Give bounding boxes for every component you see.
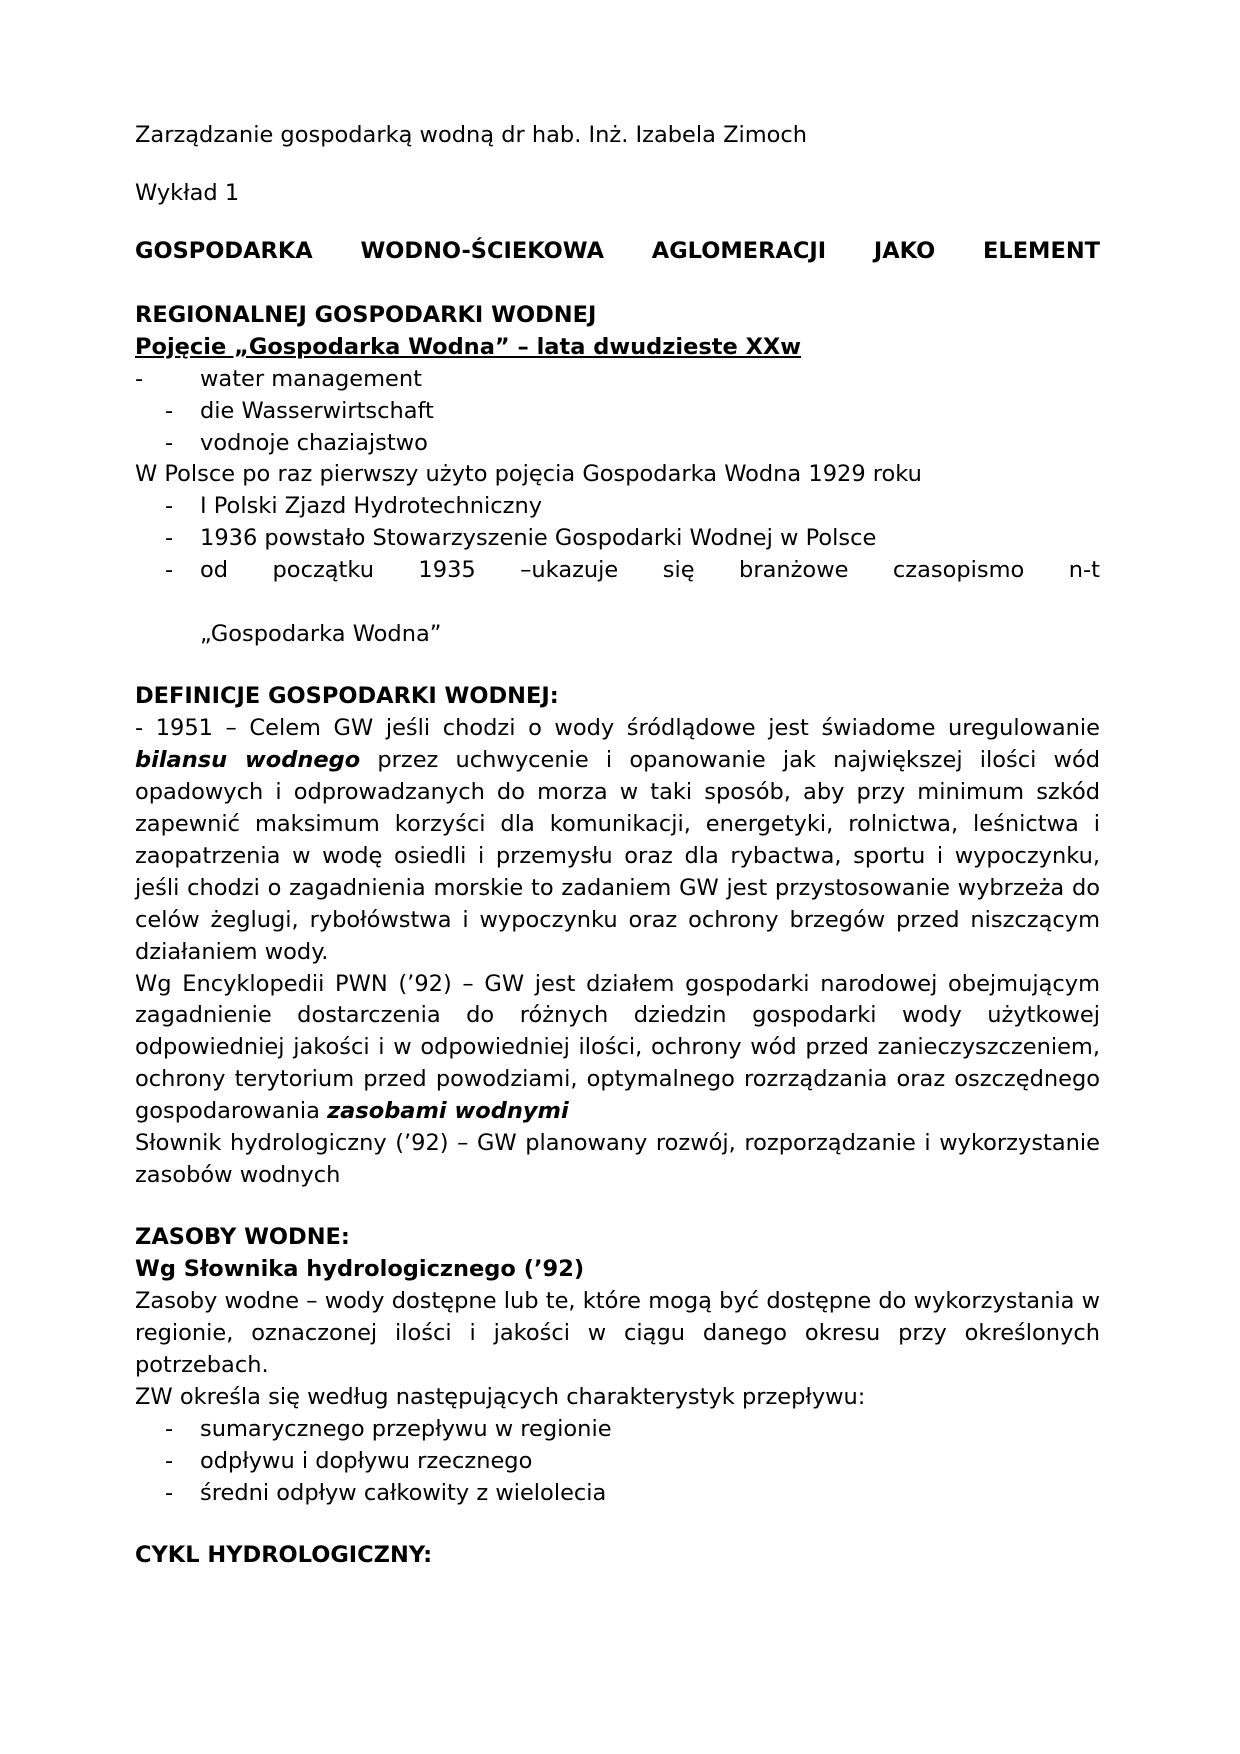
course-title: Zarządzanie gospodarką wodną dr hab. Inż. Izabela Zimoch: [135, 122, 808, 148]
list-item: [135, 1446, 1100, 1478]
zw-intro: ZW określa się według następujących charakterystyk przepływu:: [135, 1383, 866, 1410]
list-item: [135, 523, 1100, 555]
lecture-label: Wykład 1: [135, 179, 240, 206]
definition-slownik: Słownik hydrologiczny (’92) – GW planowany rozwój, rozporządzanie i wykorzystanie zasobów wodnych: [135, 1130, 1100, 1189]
dash-bullet: -: [165, 1447, 174, 1474]
list-item: [135, 491, 1100, 523]
dash-bullet: -: [165, 397, 174, 424]
resources-subheading: Wg Słownika hydrologicznego (’92): [135, 1256, 585, 1282]
list-item-continuation: „Gospodarka Wodna”: [200, 621, 442, 648]
definition-pwn-part-1: Wg Encyklopedii PWN (’92) – GW jest działem gospodarki narodowej obejmującym zagadnienie dostarczenia do różnych dziedzin gospodarki wody użytkowej odpowiedniej jakości i w odpowiedniej ilości, ochrony wód przed zanieczyszczeniem, ochrony terytorium przed powodziami, optymalnego rozrządzania oraz oszczędnego gospodarowania: [135, 970, 1100, 1125]
list-item: [135, 555, 1100, 619]
dash-bullet: -: [165, 1479, 174, 1506]
main-heading-line-1: GOSPODARKA WODNO-ŚCIEKOWA AGLOMERACJI JAKO ELEMENT: [135, 237, 1100, 264]
definition-1951-emphasis: bilansu wodnego: [135, 746, 361, 773]
list-item-label: średni odpływ całkowity z wielolecia: [200, 1479, 607, 1506]
list-item-label: vodnoje chaziajstwo: [200, 429, 428, 456]
dash-bullet: -: [135, 365, 144, 392]
spacer: [135, 1192, 1100, 1222]
resources-text: Zasoby wodne – wody dostępne lub te, które mogą być dostępne do wykorzystania w regionie, oznaczonej ilości i jakości w ciągu danego okresu przy określonych potrzebach.: [135, 1287, 1100, 1378]
dash-bullet: -: [165, 493, 174, 520]
list-item: [135, 428, 1100, 460]
main-heading-line-2: REGIONALNEJ GOSPODARKI WODNEJ: [135, 301, 597, 328]
list-item: [135, 364, 1100, 396]
list-item: [135, 396, 1100, 428]
definitions-heading: DEFINICJE GOSPODARKI WODNEJ:: [135, 683, 559, 710]
resources-heading: ZASOBY WODNE:: [135, 1224, 350, 1251]
list-item: [135, 1414, 1100, 1446]
subheading: Pojęcie „Gospodarka Wodna” – lata dwudzieste XXw: [135, 333, 802, 360]
definition-1951-part-2: przez uchwycenie i opanowanie jak największej ilości wód opadowych i odprowadzanych do morza w taki sposób, aby przy minimum szkód zapewnić maksimum korzyści dla komunikacji, energetyki, rolnictwa, leśnictwa i zaopatrzenia w wodę osiedli i przemysłu oraz dla rybactwa, sportu i wypoczynku, jeśli chodzi o zagadnienia morskie to zadaniem GW jest przystosowanie wybrzeża do celów żeglugi, rybołówstwa i wypoczynku oraz ochrony brzegów przed niszczącym działaniem wody.: [135, 746, 1100, 965]
cycle-heading: CYKL HYDROLOGICZNY:: [135, 1541, 433, 1568]
definition-pwn: [135, 969, 1100, 1129]
definition-1951-part-1: - 1951 – Celem GW jeśli chodzi o wody śródlądowe jest świadome uregulowanie: [135, 715, 1100, 741]
list-item-label: die Wasserwirtschaft: [200, 397, 434, 424]
definition-pwn-emphasis: zasobami wodnymi: [327, 1098, 569, 1125]
dash-bullet: -: [165, 557, 174, 584]
list-item-label: 1936 powstało Stowarzyszenie Gospodarki Wodnej w Polsce: [200, 525, 877, 552]
list-item-label: odpływu i dopływu rzecznego: [200, 1447, 533, 1474]
list-item: [135, 1478, 1100, 1510]
spacer: [135, 152, 1100, 178]
spacer: [135, 210, 1100, 236]
spacer: [135, 1510, 1100, 1540]
dash-bullet: -: [165, 429, 174, 456]
dash-bullet: -: [165, 525, 174, 552]
list-item-label: sumarycznego przepływu w regionie: [200, 1415, 612, 1442]
dash-bullet: -: [165, 1415, 174, 1442]
list-item-label: od początku 1935 –ukazuje się branżowe czasopismo n-t: [200, 557, 1100, 584]
spacer: [135, 651, 1100, 681]
poland-intro: W Polsce po raz pierwszy użyto pojęcia Gospodarka Wodna 1929 roku: [135, 461, 922, 488]
document-body: [135, 120, 1100, 1571]
list-item-label: water management: [200, 365, 422, 392]
definition-1951: [135, 713, 1100, 969]
list-item-label: I Polski Zjazd Hydrotechniczny: [200, 493, 543, 520]
